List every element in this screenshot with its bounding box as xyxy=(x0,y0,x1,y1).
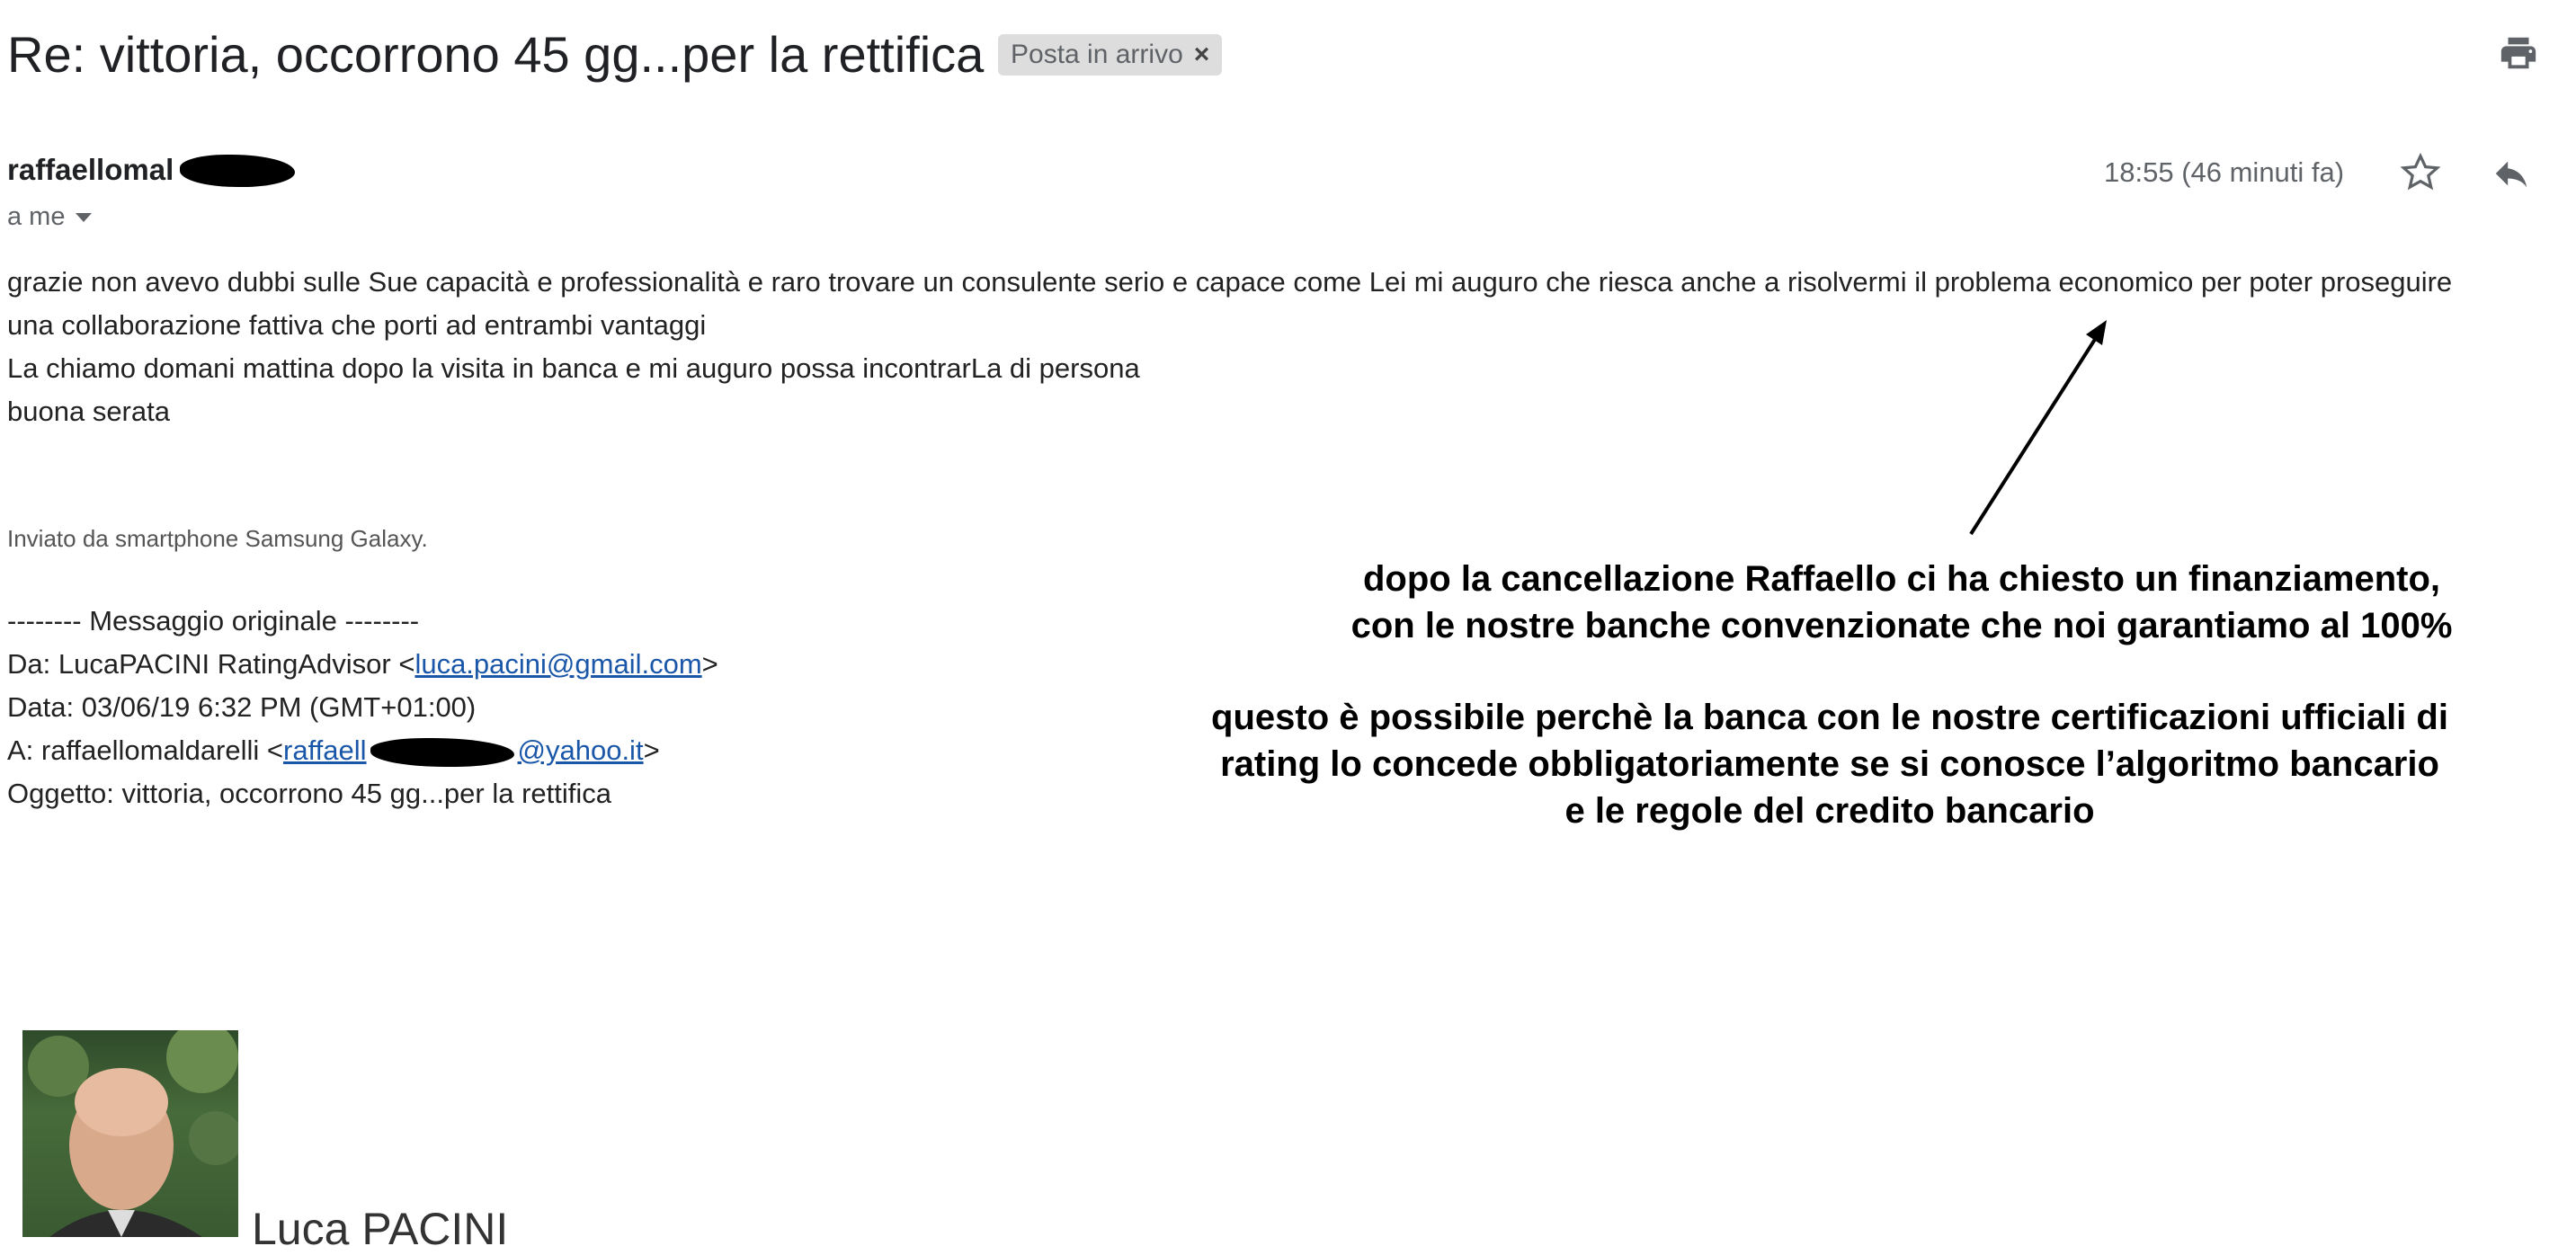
device-signature: Inviato da smartphone Samsung Galaxy. xyxy=(7,525,428,552)
original-message-header: -------- Messaggio originale -------- xyxy=(7,605,420,636)
from-prefix: Da: LucaPACINI RatingAdvisor < xyxy=(7,648,415,680)
to-email-end: @yahoo.it xyxy=(517,734,644,766)
to-prefix: A: raffaellomaldarelli < xyxy=(7,734,284,766)
original-subject-line: Oggetto: vittoria, occorrono 45 gg...per la rettifica xyxy=(7,778,612,809)
to-suffix: > xyxy=(643,734,660,766)
chevron-down-icon[interactable] xyxy=(76,213,92,222)
signature-photo xyxy=(22,1030,238,1237)
sender-name[interactable] xyxy=(7,153,174,187)
sender-name-text: raffaellomal xyxy=(7,153,174,186)
body-line: La chiamo domani mattina dopo la visita in banca e mi auguro possa incontrarLa di persona xyxy=(7,352,1140,384)
annotation-line: rating lo concede obbligatoriamente se si conosce l’algoritmo bancario xyxy=(1220,744,2439,784)
body-line: buona serata xyxy=(7,396,170,427)
original-date-line: Data: 03/06/19 6:32 PM (GMT+01:00) xyxy=(7,691,477,723)
signature-name: Luca PACINI xyxy=(252,1204,509,1254)
redaction-mark xyxy=(370,738,514,767)
from-email-link[interactable]: luca.pacini@gmail.com xyxy=(414,648,702,680)
annotation-line: dopo la cancellazione Raffaello ci ha chiesto un finanziamento, xyxy=(1362,559,2440,599)
original-from-line xyxy=(7,648,718,681)
print-icon[interactable] xyxy=(2498,32,2539,74)
annotation-block-1 xyxy=(1169,556,2576,649)
original-to-line xyxy=(7,734,660,767)
from-suffix: > xyxy=(701,648,718,680)
annotation-line: con le nostre banche convenzionate che noi garantiamo al 100% xyxy=(1350,606,2453,645)
annotation-arrow xyxy=(1960,315,2122,539)
inbox-label-chip[interactable] xyxy=(998,34,1222,76)
email-subject: Re: vittoria, occorrono 45 gg...per la rettifica xyxy=(7,26,985,83)
reply-icon[interactable] xyxy=(2489,153,2534,194)
to-email-link[interactable] xyxy=(283,734,644,766)
annotation-line: e le regole del credito bancario xyxy=(1564,791,2095,831)
redaction-mark xyxy=(180,155,295,187)
body-line: una collaborazione fattiva che porti ad entrambi vantaggi xyxy=(7,309,707,341)
body-line: grazie non avevo dubbi sulle Sue capacità e professionalità e raro trovare un consulente serio e capace come Lei mi auguro che riesca anche a risolvermi il problema economico per poter proseguire xyxy=(7,266,2453,298)
annotation-block-2 xyxy=(1115,694,2545,834)
annotation-line: questo è possibile perchè la banca con le nostre certificazioni ufficiali di xyxy=(1211,698,2448,737)
label-text: Posta in arrivo xyxy=(1011,40,1183,69)
to-email-start: raffaell xyxy=(283,734,367,766)
to-me-text: a me xyxy=(7,202,66,231)
recipient-summary[interactable] xyxy=(7,202,92,232)
email-time: 18:55 (46 minuti fa) xyxy=(2104,156,2345,188)
star-icon[interactable] xyxy=(2399,151,2442,194)
remove-label-icon[interactable]: × xyxy=(1193,40,1210,69)
